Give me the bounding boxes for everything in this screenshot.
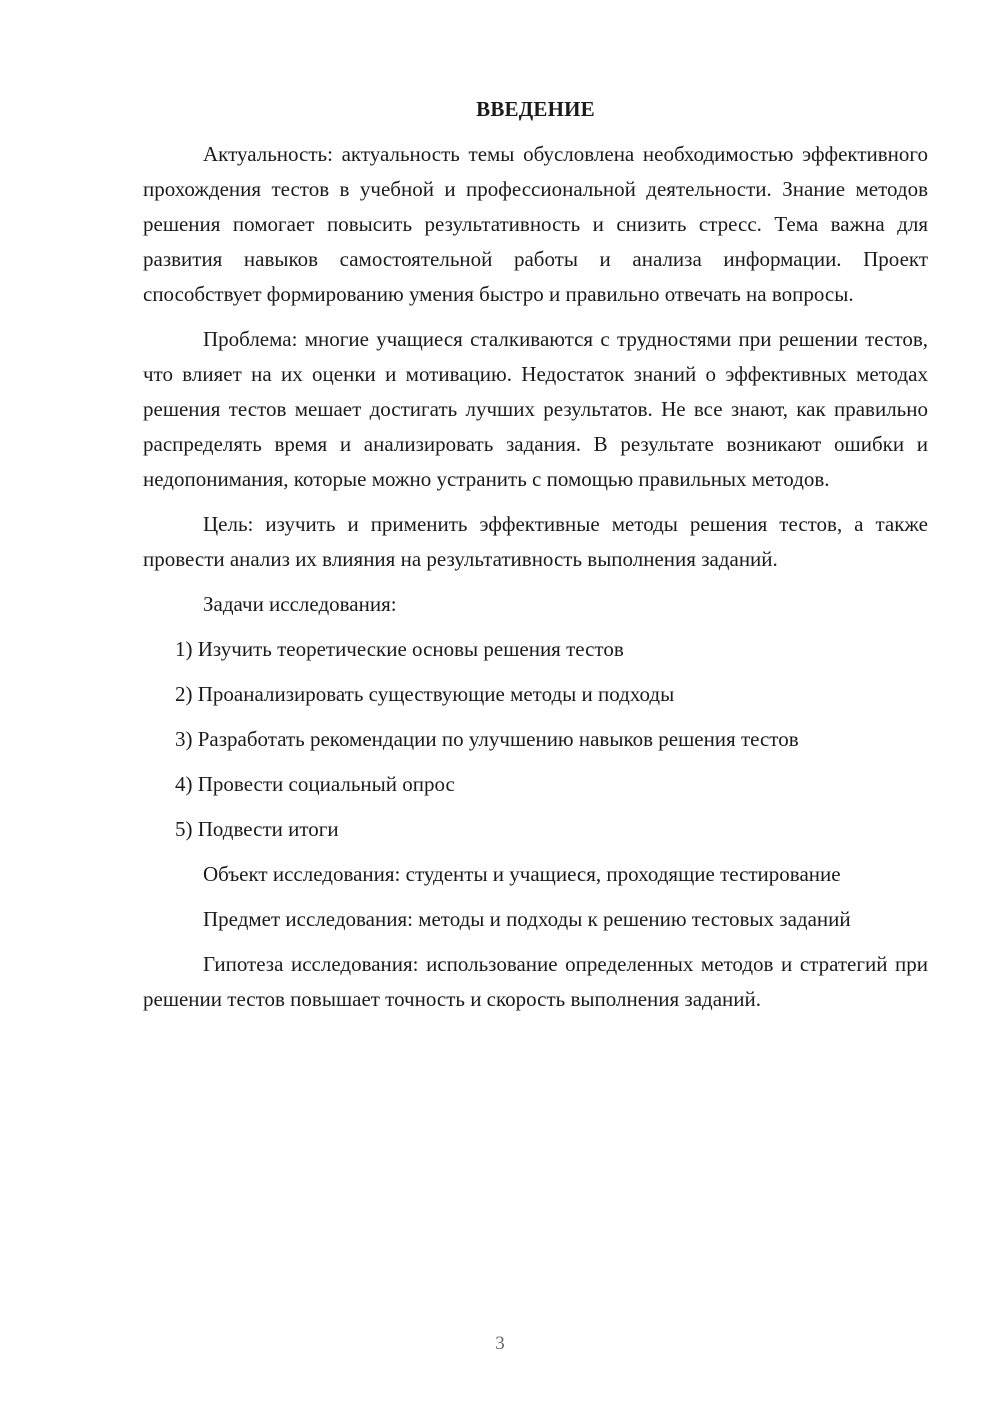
relevance-paragraph: Актуальность: актуальность темы обусловлена необходимостью эффективного прохождения тестов в учебной и профессиональной деятельности. Знание методов решения помогает повысить результативность и снизить стресс. Тема важна для развития навыков самостоятельной работы и анализа информации. Проект способствует формированию умения быстро и правильно отвечать на вопросы. bbox=[143, 142, 928, 306]
document-page bbox=[143, 92, 928, 1027]
tasks-list bbox=[143, 632, 928, 847]
task-item: 4) Провести социальный опрос bbox=[175, 772, 455, 796]
object-paragraph: Объект исследования: студенты и учащиеся, проходящие тестирование bbox=[203, 862, 841, 886]
subject-paragraph: Предмет исследования: методы и подходы к решению тестовых заданий bbox=[203, 907, 851, 931]
goal-paragraph: Цель: изучить и применить эффективные методы решения тестов, а также провести анализ их влияния на результативность выполнения заданий. bbox=[143, 512, 928, 571]
task-item: 1) Изучить теоретические основы решения тестов bbox=[175, 637, 624, 661]
tasks-heading: Задачи исследования: bbox=[203, 592, 397, 616]
task-item: 3) Разработать рекомендации по улучшению навыков решения тестов bbox=[175, 727, 799, 751]
section-heading: ВВЕДЕНИЕ bbox=[476, 97, 595, 121]
hypothesis-paragraph: Гипотеза исследования: использование определенных методов и стратегий при решении тестов повышает точность и скорость выполнения заданий. bbox=[143, 952, 928, 1011]
problem-paragraph: Проблема: многие учащиеся сталкиваются с трудностями при решении тестов, что влияет на их оценки и мотивацию. Недостаток знаний о эффективных методах решения тестов мешает достигать лучших результатов. Не все знают, как правильно распределять время и анализировать задания. В результате возникают ошибки и недопонимания, которые можно устранить с помощью правильных методов. bbox=[143, 327, 928, 491]
page-number: 3 bbox=[495, 1333, 505, 1354]
task-item: 5) Подвести итоги bbox=[175, 817, 339, 841]
task-item: 2) Проанализировать существующие методы и подходы bbox=[175, 682, 675, 706]
